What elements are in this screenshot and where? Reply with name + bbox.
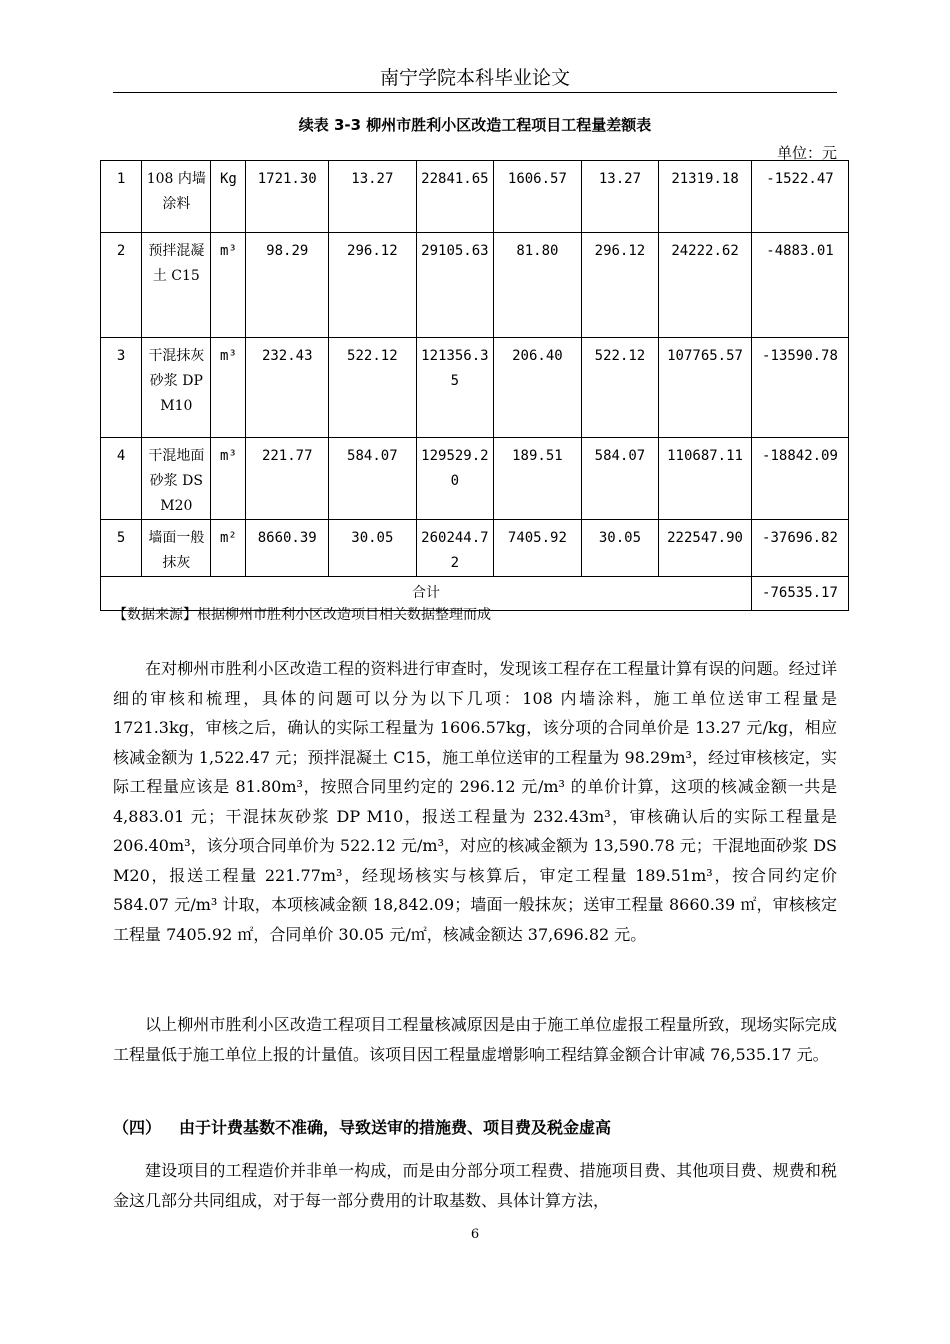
cell-audited-amount: 110687.11	[659, 438, 752, 520]
cell-name: 墙面一般抹灰	[142, 520, 211, 577]
cell-name: 干混地面砂浆 DS M20	[142, 438, 211, 520]
cell-audited-amount: 107765.57	[659, 338, 752, 438]
cell-no: 4	[101, 438, 142, 520]
cell-submitted-amount: 260244.72	[416, 520, 493, 577]
cell-unit: m²	[211, 520, 246, 577]
table-row	[101, 338, 849, 438]
cell-audited-qty: 189.51	[494, 438, 582, 520]
data-source-note: 【数据来源】根据柳州市胜利小区改造项目相关数据整理而成	[113, 607, 491, 623]
paragraph-summary	[113, 1010, 837, 1069]
cell-submitted-price: 584.07	[329, 438, 417, 520]
cell-unit: m³	[211, 438, 246, 520]
cell-submitted-qty: 8660.39	[246, 520, 329, 577]
cell-no: 5	[101, 520, 142, 577]
section-title: 由于计费基数不准确，导致送审的措施费、项目费及税金虚高	[179, 1118, 612, 1137]
cell-audited-price: 296.12	[581, 233, 658, 338]
page-number: 6	[470, 1227, 480, 1242]
cell-audited-amount: 222547.90	[659, 520, 752, 577]
cell-submitted-price: 30.05	[329, 520, 417, 577]
cell-name: 108 内墙涂料	[142, 161, 211, 233]
paragraph-cost-composition	[113, 1156, 837, 1215]
paragraph-text: 以上柳州市胜利小区改造工程项目工程量核减原因是由于施工单位虚报工程量所致，现场实际完成工程量低于施工单位上报的计量值。该项目因工程量虚增影响工程结算金额合计审减 76,535.17 元。	[113, 1015, 837, 1064]
cell-submitted-qty: 1721.30	[246, 161, 329, 233]
cell-submitted-amount: 129529.20	[416, 438, 493, 520]
page-header	[113, 64, 837, 93]
table-row	[101, 438, 849, 520]
cell-audited-qty: 81.80	[494, 233, 582, 338]
cell-audited-qty: 7405.92	[494, 520, 582, 577]
paragraph-text: 建设项目的工程造价并非单一构成，而是由分部分项工程费、措施项目费、其他项目费、规费和税金这几部分共同组成，对于每一部分费用的计取基数、具体计算方法，	[113, 1161, 837, 1210]
cell-audited-price: 13.27	[581, 161, 658, 233]
cell-submitted-price: 296.12	[329, 233, 417, 338]
cell-unit: m³	[211, 338, 246, 438]
cell-submitted-amount: 121356.35	[416, 338, 493, 438]
cell-audited-amount: 24222.62	[659, 233, 752, 338]
cell-submitted-amount: 22841.65	[416, 161, 493, 233]
cell-audited-qty: 1606.57	[494, 161, 582, 233]
total-value: -76535.17	[751, 577, 848, 611]
cell-unit: Kg	[211, 161, 246, 233]
cell-difference: -4883.01	[751, 233, 848, 338]
quantity-difference-table	[100, 160, 849, 611]
cell-audited-amount: 21319.18	[659, 161, 752, 233]
cell-audited-price: 30.05	[581, 520, 658, 577]
cell-no: 2	[101, 233, 142, 338]
cell-difference: -18842.09	[751, 438, 848, 520]
cell-difference: -13590.78	[751, 338, 848, 438]
cell-submitted-qty: 98.29	[246, 233, 329, 338]
cell-audited-price: 522.12	[581, 338, 658, 438]
table-row	[101, 233, 849, 338]
header-title: 南宁学院本科毕业论文	[379, 67, 570, 89]
cell-submitted-amount: 29105.63	[416, 233, 493, 338]
cell-difference: -1522.47	[751, 161, 848, 233]
section-number: （四）	[113, 1118, 162, 1137]
cell-name: 干混抹灰砂浆 DP M10	[142, 338, 211, 438]
section-heading	[113, 1115, 611, 1138]
table-unit: 单位：元	[776, 144, 837, 162]
cell-unit: m³	[211, 233, 246, 338]
cell-submitted-price: 522.12	[329, 338, 417, 438]
cell-submitted-qty: 221.77	[246, 438, 329, 520]
table-row	[101, 161, 849, 233]
cell-no: 1	[101, 161, 142, 233]
table-caption: 续表 3-3 柳州市胜利小区改造工程项目工程量差额表	[298, 116, 652, 134]
cell-name: 预拌混凝土 C15	[142, 233, 211, 338]
cell-no: 3	[101, 338, 142, 438]
cell-audited-price: 584.07	[581, 438, 658, 520]
paragraph-text: 在对柳州市胜利小区改造工程的资料进行审查时，发现该工程存在工程量计算有误的问题。经过详细的审核和梳理，具体的问题可以分为以下几项：108 内墙涂料，施工单位送审工程量是 1721.3kg，审核之后，确认的实际工程量为 1606.57kg，该分项的合同单价是 13.27 元/kg，相应核减金额为 1,522.47 元；预拌混凝土 C15，施工单位送审的工程量为 98.29m³，经过审核核定，实际工程量应该是 81.80m³，按照合同里约定的 296.12 元/m³ 的单价计算，这项的核减金额一共是 4,883.01 元；干混抹灰砂浆 DP M10，报送工程量为 232.43m³，审核确认后的实际工程量是 206.40m³，该分项合同单价为 522.12 元/m³，对应的核减金额为 13,590.78 元；干混地面砂浆 DS M20，报送工程量 221.77m³，经现场核实与核算后，审定工程量 189.51m³，按合同约定价 584.07 元/m³ 计取，本项核减金额 18,842.09；墙面一般抹灰；送审工程量 8660.39 ㎡，审核核定工程量 7405.92 ㎡，合同单价 30.05 元/㎡，核减金额达 37,696.82 元。	[113, 659, 837, 944]
cell-difference: -37696.82	[751, 520, 848, 577]
cell-submitted-price: 13.27	[329, 161, 417, 233]
paragraph-audit-findings	[113, 654, 837, 949]
cell-audited-qty: 206.40	[494, 338, 582, 438]
table-row	[101, 520, 849, 577]
cell-submitted-qty: 232.43	[246, 338, 329, 438]
total-label: 合计	[101, 577, 752, 611]
